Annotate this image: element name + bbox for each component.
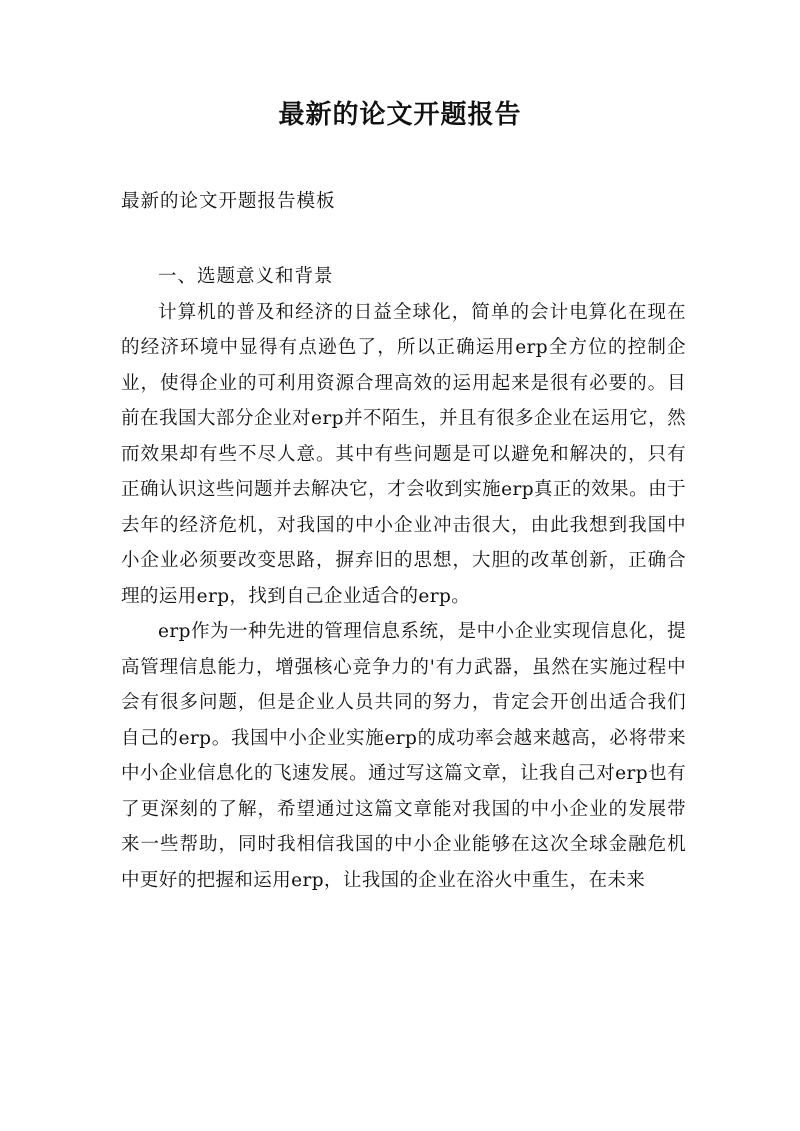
document-title: 最新的论文开题报告 [278, 100, 522, 130]
document-body [121, 259, 686, 898]
body-paragraph: 计算机的普及和经济的日益全球化，简单的会计电算化在现在的经济环境中显得有点逊色了，所以正确运用erp全方位的控制企业，使得企业的可利用资源合理高效的运用起来是很有必要的。目前在我国大部分企业对erp并不陌生，并且有很多企业在运用它，然而效果却有些不尽人意。其中有些问题是可以避免和解决的，只有正确认识这些问题并去解决它，才会收到实施erp真正的效果。由于去年的经济危机，对我国的中小企业冲击很大，由此我想到我国中小企业必须要改变思路，摒弃旧的思想，大胆的改革创新，正确合理的运用erp，找到自己企业适合的erp。 [121, 301, 686, 607]
body-paragraph: erp作为一种先进的管理信息系统，是中小企业实现信息化，提高管理信息能力，增强核心竞争力的'有力武器，虽然在实施过程中会有很多问题，但是企业人员共同的努力，肯定会开创出适合我们自己的erp。我国中小企业实施erp的成功率会越来越高，必将带来中小企业信息化的飞速发展。通过写这篇文章，让我自己对erp也有了更深刻的了解，希望通过这篇文章能对我国的中小企业的发展带来一些帮助，同时我相信我国的中小企业能够在这次全球金融危机中更好的把握和运用erp，让我国的企业在浴火中重生，在未来 [121, 621, 686, 891]
section-heading: 一、选题意义和背景 [158, 266, 334, 287]
document-subtitle: 最新的论文开题报告模板 [121, 191, 336, 212]
